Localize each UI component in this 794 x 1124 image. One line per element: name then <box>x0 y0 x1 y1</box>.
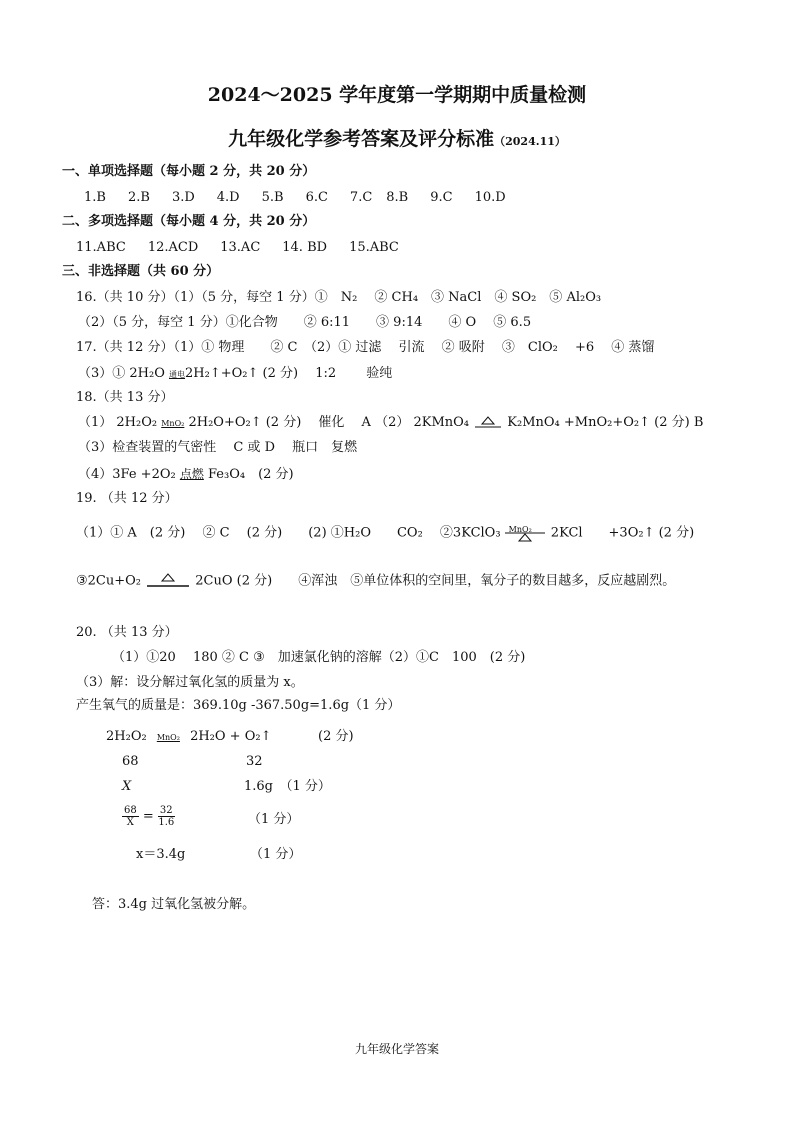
answer-15: 15.ABC <box>349 240 399 255</box>
mno2-heat-condition <box>505 523 547 543</box>
answer-10: 10.D <box>474 190 506 205</box>
q17-line-1: 17.（共 12 分）（1）① 物理 ② C （2）① 过滤 引流 ② 吸附 ③ ClO₂ +6 ④ 蒸馏 <box>76 340 655 355</box>
fraction-right <box>158 805 175 828</box>
q20-line-4: 产生氧气的质量是：369.10g -367.50g=1.6g（1 分） <box>76 698 401 713</box>
q20-eq-left: 2H₂O₂ <box>106 729 151 744</box>
q17-eq-left: （3）① 2H₂O <box>78 366 170 381</box>
electrolysis-condition: 通电 <box>169 370 186 379</box>
q18-line-2 <box>78 414 703 433</box>
proportion <box>122 803 175 831</box>
q20-line-2: （1）①20 180 ② C ③ 加速氯化钠的溶解（2）①C 100 (2 分) <box>112 650 526 665</box>
answer-11: 11.ABC <box>76 240 126 255</box>
mass-68: 68 <box>122 754 139 769</box>
fraction-left-num: 68 <box>124 805 137 816</box>
answer-6: 6.C <box>305 190 328 205</box>
section-2-answers <box>76 239 399 257</box>
result-score: （1 分） <box>250 847 302 862</box>
q17-line-2 <box>78 365 392 384</box>
q18-eq-left: （1） 2H₂O₂ <box>78 415 162 430</box>
q20-eq-score: (2 分) <box>318 729 354 744</box>
final-answer: 答：3.4g 过氧化氢被分解。 <box>92 897 256 912</box>
mno2-condition: MnO₂ <box>156 733 180 742</box>
heat-condition <box>145 572 191 590</box>
q20-eq-right: 2H₂O + O₂↑ <box>185 729 272 744</box>
answer-4: 4.D <box>216 190 240 205</box>
section-3-heading: 三、非选择题（共 60 分） <box>62 264 220 279</box>
section-1-heading: 一、单项选择题（每小题 2 分，共 20 分） <box>62 164 316 179</box>
fraction-left <box>122 805 139 828</box>
answer-8: 8.B <box>386 190 409 205</box>
mno2-condition: MnO₂ <box>161 419 185 428</box>
q18-line-1: 18.（共 13 分） <box>76 390 174 405</box>
equals-sign: = <box>142 809 154 824</box>
mno2-label: MnO₂ <box>508 525 532 534</box>
subtitle-date: （2024.11） <box>494 135 566 148</box>
unknown-x: X <box>122 779 132 794</box>
q16-line-2: （2）（5 分，每空 1 分）①化合物 ② 6:11 ③ 9:14 ④ O ⑤ 6.5 <box>78 315 532 330</box>
subtitle-text: 九年级化学参考答案及评分标准 <box>228 128 495 150</box>
answer-7: 7.C <box>349 190 373 205</box>
fraction-right-num: 32 <box>159 805 173 816</box>
fraction-left-den: X <box>126 817 134 828</box>
q20-equation <box>106 728 271 747</box>
answer-2: 2.B <box>127 190 150 205</box>
q19-eq3-right: 2CuO (2 分) ④浑浊 ⑤单位体积的空间里，氧分子的数目越多，反应越剧烈。 <box>191 573 676 589</box>
section-1-answers <box>84 189 506 207</box>
fraction-right-den: 1.6 <box>158 817 175 828</box>
heat-condition <box>473 416 503 430</box>
answer-14: 14. BD <box>282 240 328 255</box>
answer-9: 9.C <box>430 190 453 205</box>
page-footer: 九年级化学答案 <box>354 1042 439 1056</box>
oxygen-mass: 1.6g （1 分） <box>244 779 331 794</box>
q19-eq-right: 2KCl +3O₂↑ (2 分) <box>546 525 695 541</box>
page-subtitle <box>0 130 794 151</box>
answer-12: 12.ACD <box>147 240 199 255</box>
q18-eq-right: K₂MnO₄ +MnO₂+O₂↑ (2 分) B <box>507 415 704 430</box>
q16-line-1: 16.（共 10 分）（1）（5 分，每空 1 分）① N₂ ② CH₄ ③ NaCl ④ SO₂ ⑤ Al₂O₃ <box>76 290 602 305</box>
mass-32: 32 <box>246 754 263 769</box>
q19-line-1: 19. （共 12 分） <box>76 491 178 506</box>
q20-line-1: 20. （共 13 分） <box>76 625 178 640</box>
q17-eq-right: 2H₂↑+O₂↑ (2 分) 1:2 验纯 <box>185 366 393 381</box>
q18-line-3: （3）检查装置的气密性 C 或 D 瓶口 复燃 <box>78 440 358 455</box>
q18-eq4-left: （4）3Fe +2O₂ <box>78 467 180 482</box>
triangle-icon <box>505 523 547 543</box>
q18-eq-middle: 2H₂O+O₂↑ (2 分) 催化 A （2） 2KMnO₄ <box>184 415 474 430</box>
page-title: 2024～2025 学年度第一学期期中质量检测 <box>207 84 587 106</box>
q18-eq4-right: Fe₃O₄ (2 分) <box>203 467 294 482</box>
q19-eq3-left: ③2Cu+O₂ <box>76 573 146 589</box>
answer-13: 13.AC <box>220 240 261 255</box>
result: x＝3.4g <box>136 847 186 862</box>
q19-eq-left: （1）① A (2 分) ② C (2 分) (2) ①H₂O CO₂ ②3KClO₃ <box>76 525 505 541</box>
triangle-icon <box>145 572 191 590</box>
q18-line-4 <box>78 465 294 484</box>
triangle-icon <box>473 416 503 430</box>
section-2-heading: 二、多项选择题（每小题 4 分，共 20 分） <box>62 214 316 229</box>
q19-line-2 <box>76 523 694 543</box>
proportion-score: （1 分） <box>248 812 300 827</box>
ignite-condition: 点燃 <box>179 467 204 481</box>
answer-5: 5.B <box>261 190 284 205</box>
answer-3: 3.D <box>171 190 195 205</box>
q20-line-3: （3）解：设分解过氧化氢的质量为 x。 <box>76 675 304 690</box>
q19-line-3 <box>76 572 675 591</box>
answer-1: 1.B <box>84 190 106 205</box>
